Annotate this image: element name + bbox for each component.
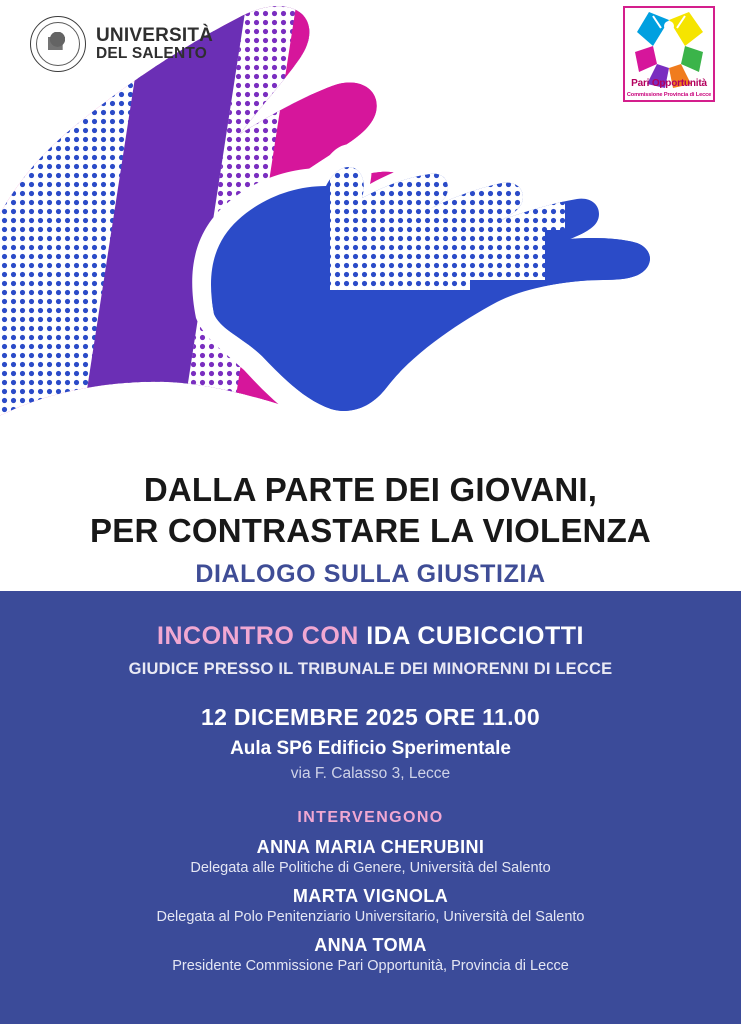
poster-title-line-1: DALLA PARTE DEI GIOVANI, [143,471,598,508]
event-address: via F. Calasso 3, Lecce [290,765,451,782]
speaker-1-name: ANNA MARIA CHERUBINI [256,837,485,857]
guest-role: GIUDICE PRESSO IL TRIBUNALE DEI MINORENNI DI LECCE [128,660,613,678]
university-seal-icon [30,16,86,72]
speaker-2 [0,886,741,925]
logo-caption-secondary: Commissione Provincia di Lecce [626,92,712,98]
speaker-3-name: ANNA TOMA [314,935,427,955]
speaker-3 [0,935,741,974]
university-wordmark [96,26,213,61]
child-hand [192,144,682,432]
event-venue: Aula SP6 Edificio Sperimentale [230,738,511,759]
speakers-label: INTERVENGONO [297,809,444,826]
unisalento-logo [30,16,213,72]
title-block [0,470,741,589]
speaker-2-role: Delegata al Polo Penitenziario Universitario, Università del Salento [156,909,585,925]
logo-caption-primary: Pari Opportunità [631,78,707,89]
event-datetime: 12 DICEMBRE 2025 ORE 11.00 [201,704,540,730]
poster-bottom-section [0,591,741,1024]
university-name-line-1: UNIVERSITÀ [96,25,214,47]
poster-subtitle: DIALOGO SULLA GIUSTIZIA [195,559,546,588]
meet-label: INCONTRO CON [157,622,359,650]
speaker-1-role: Delegata alle Politiche di Genere, Università del Salento [190,860,551,876]
speaker-2-name: MARTA VIGNOLA [292,886,449,906]
guest-name: IDA CUBICCIOTTI [366,622,584,650]
meet-with-row [0,622,741,651]
speaker-1 [0,837,741,876]
poster-title-line-2: PER CONTRASTARE LA VIOLENZA [90,511,651,549]
pari-opportunita-logo [623,6,715,102]
speaker-3-role: Presidente Commissione Pari Opportunità, Provincia di Lecce [172,958,569,974]
university-name-line-2: DEL SALENTO [96,44,208,62]
